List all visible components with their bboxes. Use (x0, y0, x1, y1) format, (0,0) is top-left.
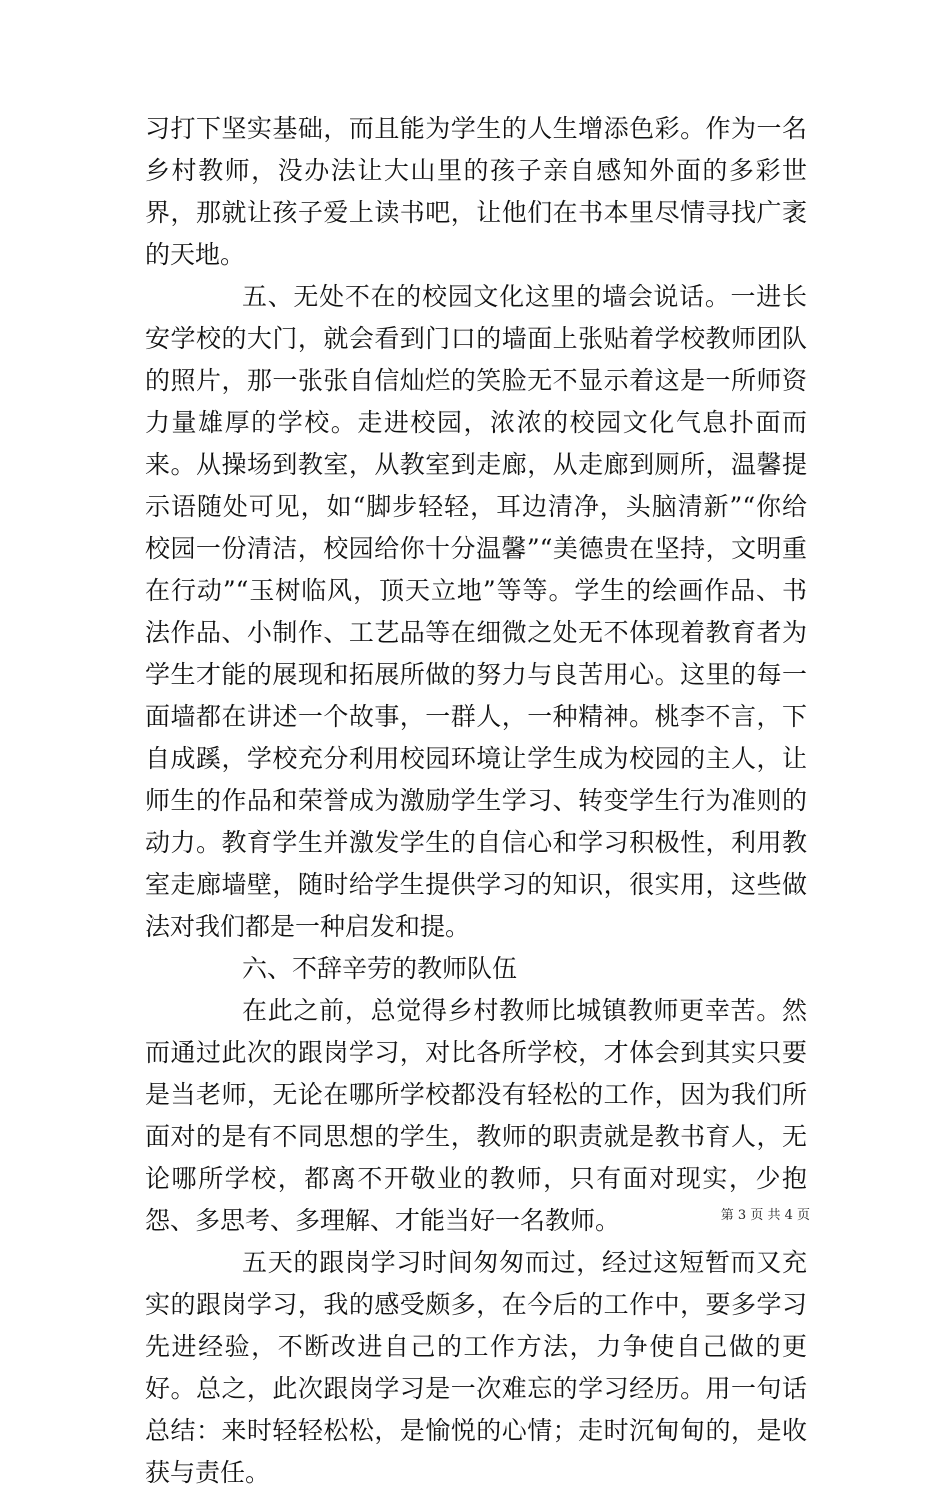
paragraph-teachers: 在此之前，总觉得乡村教师比城镇教师更幸苦。然而通过此次的跟岗学习，对比各所学校，才体会到其实只要是当老师，无论在哪所学校都没有轻松的工作，因为我们所面对的是有不同思想的学生，教师的职责就是教书育人，无论哪所学校，都离不开敬业的教师，只有面对现实，少抱怨、多思考、多理解、才能当好一名教师。 (145, 996, 807, 1235)
paragraph-summary: 五天的跟岗学习时间匆匆而过，经过这短暂而又充实的跟岗学习，我的感受颇多，在今后的工作中，要多学习先进经验，不断改进自己的工作方法，力争使自己做的更好。总之，此次跟岗学习是一次难忘的学习经历。用一句话总结：来时轻轻松松，是愉悦的心情；走时沉甸甸的，是收获与责任。 (145, 1248, 807, 1487)
page-number: 第 3 页 共 4 页 (720, 1208, 810, 1223)
paragraph-continuation: 习打下坚实基础，而且能为学生的人生增添色彩。作为一名乡村教师，没办法让大山里的孩子亲自感知外面的多彩世界，那就让孩子爱上读书吧，让他们在书本里尽情寻找广袤的天地。 (145, 114, 807, 269)
document-body (145, 108, 807, 1494)
section-heading-teachers: 六、不辞辛劳的教师队伍 (242, 954, 518, 983)
paragraph-campus-culture: 五、无处不在的校园文化这里的墙会说话。一进长安学校的大门，就会看到门口的墙面上张贴着学校教师团队的照片，那一张张自信灿烂的笑脸无不显示着这是一所师资力量雄厚的学校。走进校园，浓浓的校园文化气息扑面而来。从操场到教室，从教室到走廊，从走廊到厕所，温馨提示语随处可见，如“脚步轻轻，耳边清净，头脑清新”“你给校园一份清洁，校园给你十分温馨”“美德贵在坚持，文明重在行动”“玉树临风，顶天立地”等等。学生的绘画作品、书法作品、小制作、工艺品等在细微之处无不体现着教育者为学生才能的展现和拓展所做的努力与良苦用心。这里的每一面墙都在讲述一个故事，一群人，一种精神。桃李不言，下自成蹊，学校充分利用校园环境让学生成为校园的主人，让师生的作品和荣誉成为激励学生学习、转变学生行为准则的动力。教育学生并激发学生的自信心和学习积极性，利用教室走廊墙壁，随时给学生提供学习的知识，很实用，这些做法对我们都是一种启发和提。 (145, 282, 807, 941)
